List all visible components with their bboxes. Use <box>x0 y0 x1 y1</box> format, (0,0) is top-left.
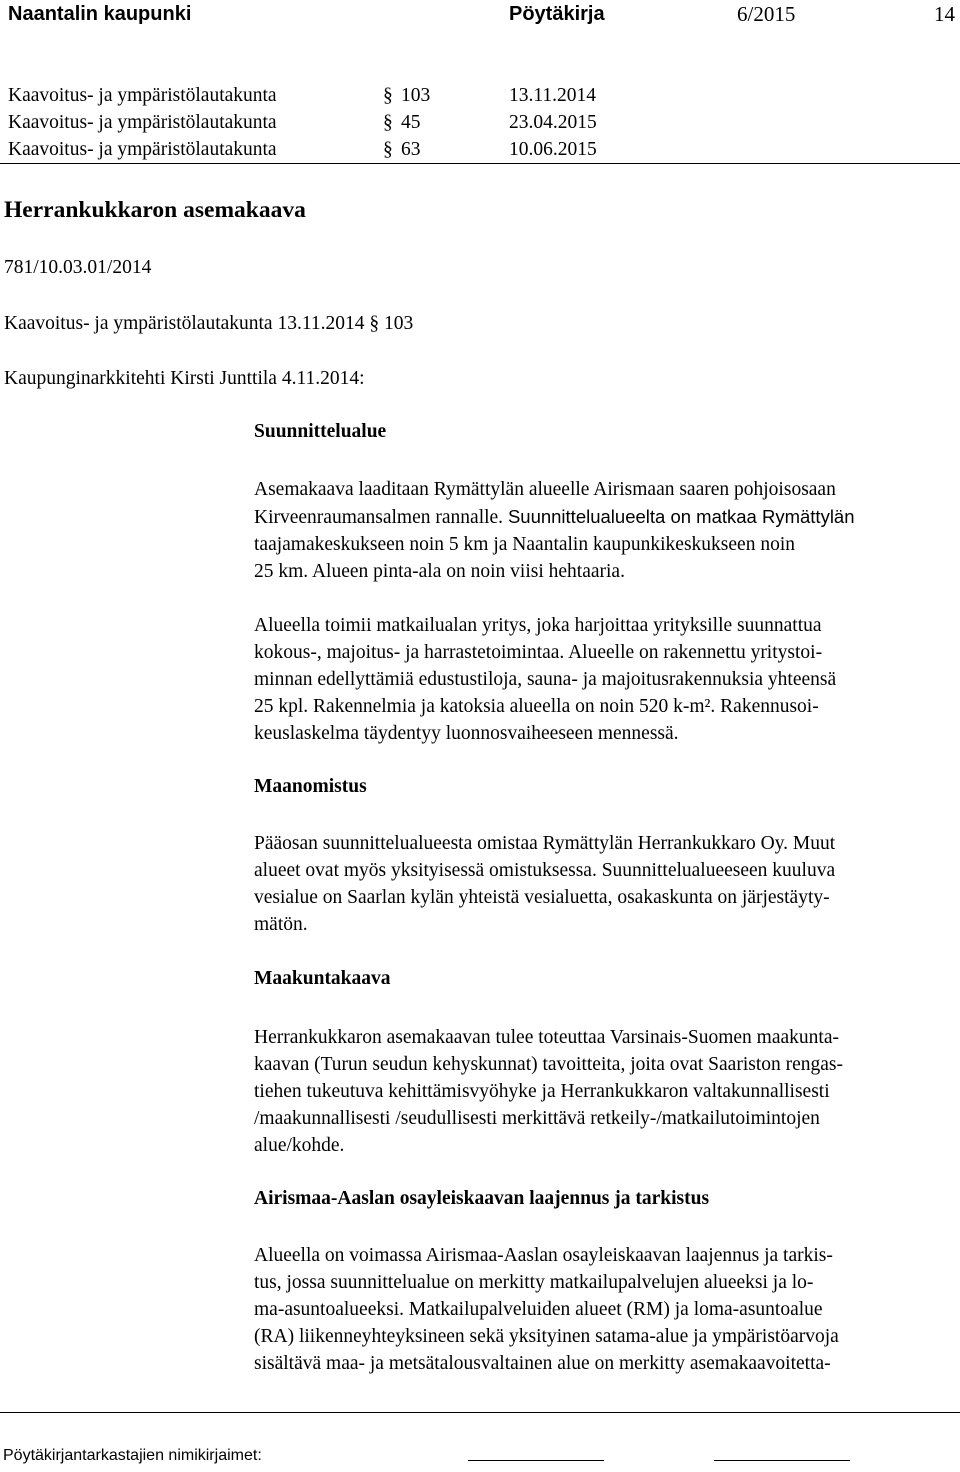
paragraph-line: mätön. <box>254 914 308 935</box>
committee-line-text: Kaavoitus- ja ympäristölautakunta 13.11.2014 <box>4 313 365 334</box>
signature-line <box>714 1460 850 1461</box>
record-id: 781/10.03.01/2014 <box>4 257 152 278</box>
paragraph-line: tiehen tukeutuva kehittämisvyöhyke ja Herrankukkaron valtakunnallisesti <box>254 1081 830 1102</box>
paragraph <box>254 1024 954 1159</box>
paragraph-line: taajamakeskukseen noin 5 km ja Naantalin kaupunkikeskukseen noin <box>254 534 795 555</box>
paragraph-line: keuslaskelma täydentyy luonnosvaiheeseen mennessä. <box>254 723 679 744</box>
section-sign: § <box>383 139 393 160</box>
section-sign: § <box>383 85 393 106</box>
meeting-section-number: 63 <box>401 139 421 160</box>
paragraph-line: kaavan (Turun seudun kehyskunnat) tavoitteita, joita ovat Saariston rengas- <box>254 1054 844 1075</box>
paragraph-line: vesialue on Saarlan kylän yhteistä vesialuetta, osakaskunta on järjestäyty- <box>254 887 830 908</box>
meeting-body: Kaavoitus- ja ympäristölautakunta <box>8 112 277 133</box>
paragraph <box>254 1242 954 1377</box>
committee-line <box>4 310 413 337</box>
meeting-section-number: 45 <box>401 112 421 133</box>
paragraph-line: kokous-, majoitus- ja harrastetoimintaa. Alueelle on rakennettu yritystoi- <box>254 642 823 663</box>
paragraph-line: Pääosan suunnittelualueesta omistaa Rymättylän Herrankukkaro Oy. Muut <box>254 833 836 854</box>
paragraph-text: Suunnittelualueelta on matkaa Rymättylän <box>507 506 855 527</box>
committee-line-number: 103 <box>384 313 414 334</box>
paragraph-line: Herrankukkaron asemakaavan tulee toteuttaa Varsinais-Suomen maakunta- <box>254 1027 839 1048</box>
paragraph-line: ma-asuntoalueeksi. Matkailupalveluiden alueet (RM) ja loma-asuntoalue <box>254 1299 823 1320</box>
footer-divider <box>0 1412 960 1413</box>
section-heading-maanomistus: Maanomistus <box>254 776 367 797</box>
meeting-divider <box>0 163 960 164</box>
meeting-date: 23.04.2015 <box>509 112 597 133</box>
paragraph-line: /maakunnallisesti /seudullisesti merkittävä retkeily-/matkailutoimintojen <box>254 1108 820 1129</box>
paragraph-line <box>254 503 954 531</box>
meeting-section-number: 103 <box>401 85 431 106</box>
meeting-body: Kaavoitus- ja ympäristölautakunta <box>8 85 277 106</box>
paragraph-line: 25 kpl. Rakennelmia ja katoksia alueella on noin 520 k-m². Rakennusoi- <box>254 696 819 717</box>
paragraph-line: (RA) liikenneyhteyksineen sekä yksityinen satama-alue ja ympäristöarvoja <box>254 1326 839 1347</box>
header-doc-type: Pöytäkirja <box>509 3 605 25</box>
paragraph-line: sisältävä maa- ja metsätalousvaltainen alue on merkitty asemakaavoitetta- <box>254 1353 831 1374</box>
paragraph-line: minnan edellyttämiä edustustiloja, sauna- ja majoitusrakennuksia yhteensä <box>254 669 837 690</box>
signature-label: Pöytäkirjantarkastajien nimikirjaimet: <box>3 1447 262 1464</box>
page-title: Herrankukkaron asemakaava <box>4 197 306 223</box>
section-sign: § <box>383 112 393 133</box>
section-heading-osayleiskaava: Airismaa-Aaslan osayleiskaavan laajennus ja tarkistus <box>254 1188 710 1209</box>
presenter-line: Kaupunginarkkitehti Kirsti Junttila 4.11.2014: <box>4 368 365 389</box>
paragraph-text: Kirveenraumansalmen rannalle. <box>254 507 504 528</box>
paragraph-line: Asemakaava laaditaan Rymättylän alueelle Airismaan saaren pohjoisosaan <box>254 479 836 500</box>
section-sign: § <box>369 313 380 334</box>
meeting-date: 13.11.2014 <box>509 85 597 106</box>
paragraph-line: Alueella on voimassa Airismaa-Aaslan osayleiskaavan laajennus ja tarkis- <box>254 1245 833 1266</box>
section-heading-maakuntakaava: Maakuntakaava <box>254 968 391 989</box>
meeting-date: 10.06.2015 <box>509 139 597 160</box>
paragraph-line: alueet ovat myös yksityisessä omistuksessa. Suunnittelualueeseen kuuluva <box>254 860 836 881</box>
header-issue: 6/2015 <box>737 2 796 26</box>
paragraph <box>254 476 954 585</box>
signature-line <box>468 1460 604 1461</box>
section-heading-suunnittelualue: Suunnittelualue <box>254 421 387 442</box>
paragraph-line: Alueella toimii matkailualan yritys, joka harjoittaa yrityksille suunnattua <box>254 615 822 636</box>
header-org: Naantalin kaupunki <box>8 3 192 25</box>
paragraph-line: tus, jossa suunnittelualue on merkitty matkailupalvelujen alueeksi ja lo- <box>254 1272 814 1293</box>
paragraph-line: 25 km. Alueen pinta-ala on noin viisi hehtaaria. <box>254 561 625 582</box>
paragraph <box>254 612 954 747</box>
paragraph-line: alue/kohde. <box>254 1135 345 1156</box>
paragraph <box>254 830 954 938</box>
header-page-number: 14 <box>934 2 955 26</box>
meeting-body: Kaavoitus- ja ympäristölautakunta <box>8 139 277 160</box>
